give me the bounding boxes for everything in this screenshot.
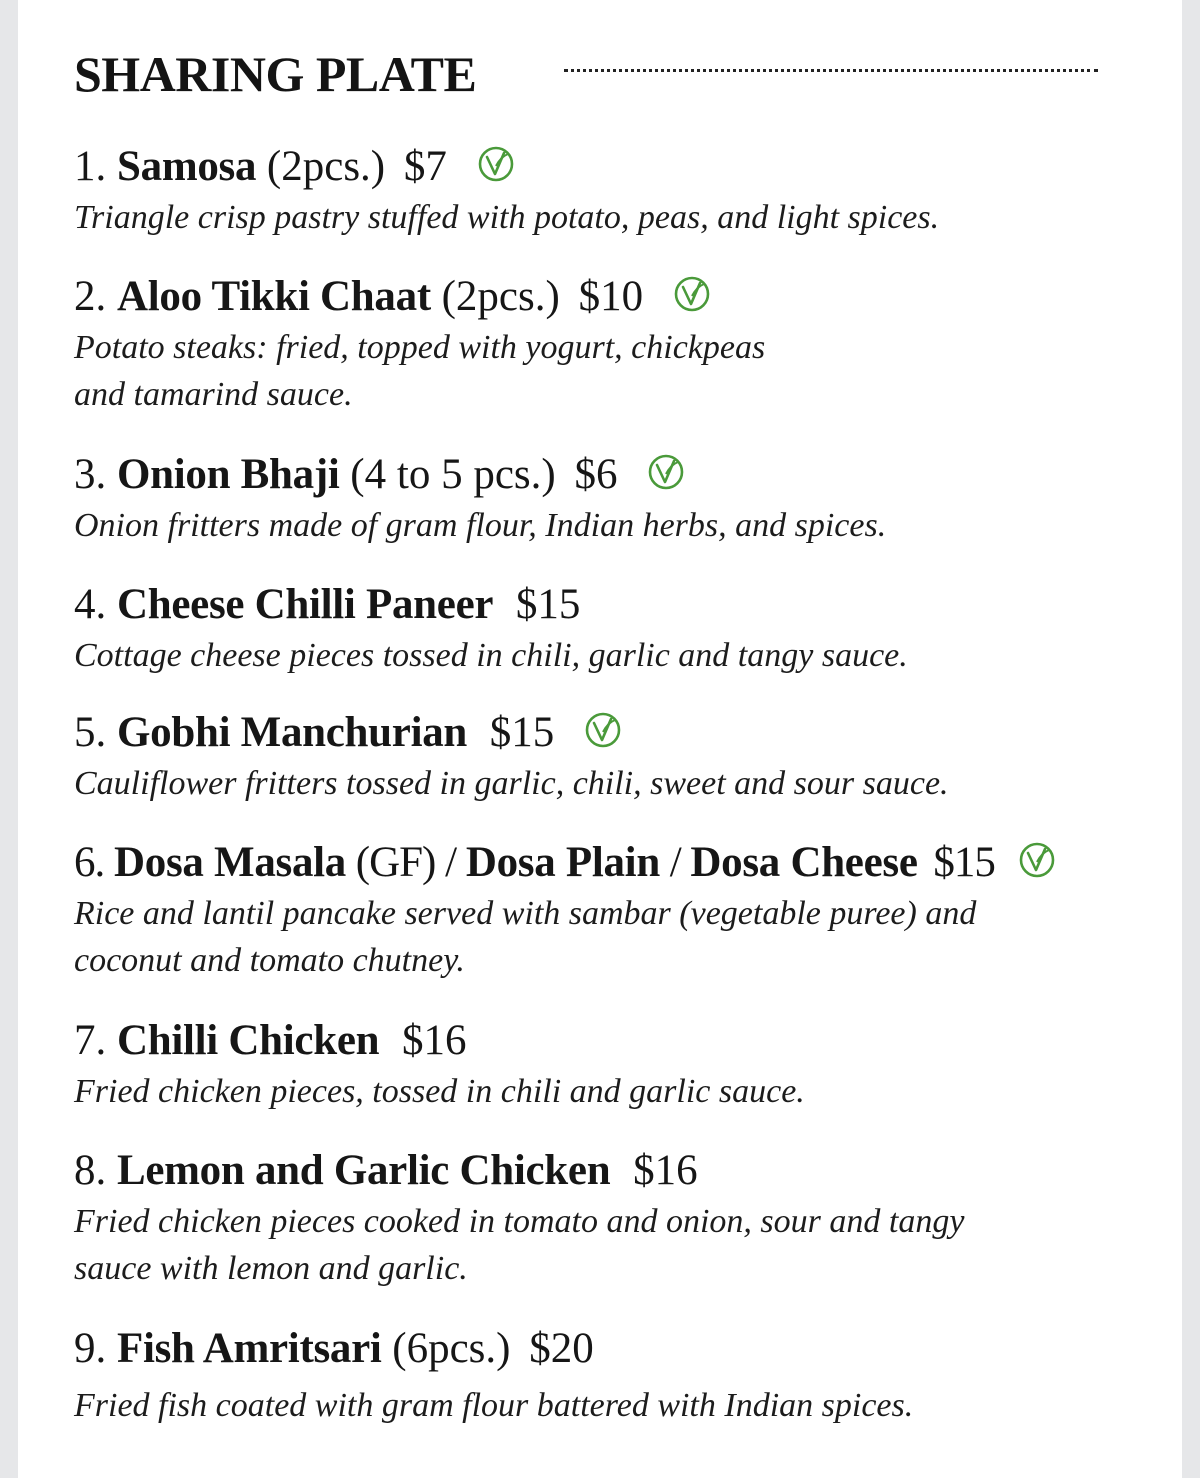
- item-description: [74, 1068, 1164, 1115]
- item-number: 5.: [74, 709, 107, 756]
- vegetarian-icon: [476, 144, 516, 184]
- dotted-leader: [564, 69, 1098, 72]
- description-line: sauce with lemon and garlic.: [74, 1250, 468, 1287]
- vegetarian-icon: [1017, 840, 1057, 880]
- item-name: Onion Bhaji: [117, 451, 340, 498]
- item-number: 9.: [74, 1325, 107, 1372]
- menu-item-dosa: [74, 838, 1164, 984]
- item-description: [74, 502, 1164, 549]
- item-description: [74, 890, 1164, 984]
- item-name: Cheese Chilli Paneer: [117, 581, 494, 628]
- menu-item-cheese-chilli-paneer: [74, 580, 1164, 679]
- description-line: Onion fritters made of gram flour, Indian herbs, and spices.: [74, 507, 887, 544]
- item-price: $15: [489, 709, 555, 756]
- item-price: $16: [633, 1147, 698, 1194]
- item-price: $7: [403, 143, 447, 190]
- vegetarian-icon: [646, 452, 686, 492]
- item-description: [74, 194, 1164, 241]
- item-quantity: (6pcs.): [392, 1325, 511, 1372]
- item-price: $16: [401, 1017, 467, 1064]
- description-line: Rice and lantil pancake served with sambar (vegetable puree) and: [74, 895, 977, 932]
- item-number: 7.: [74, 1017, 107, 1064]
- description-line: coconut and tomato chutney.: [74, 942, 465, 979]
- menu-item-heading: [74, 1016, 1164, 1066]
- menu-item-gobhi-manchurian: [74, 708, 1164, 807]
- menu-item-heading: [74, 580, 1164, 630]
- item-name-variant: Dosa Plain: [465, 839, 660, 886]
- description-line: Fried fish coated with gram flour battered with Indian spices.: [74, 1387, 914, 1424]
- menu-item-chilli-chicken: [74, 1016, 1164, 1115]
- item-price: $15: [515, 581, 581, 628]
- menu-item-fish-amritsari: [74, 1324, 1164, 1429]
- item-name: Aloo Tikki Chaat: [117, 273, 431, 320]
- menu-item-onion-bhaji: [74, 450, 1164, 549]
- item-price: $20: [529, 1325, 594, 1372]
- menu-item-heading: [74, 1324, 1164, 1374]
- item-number: 6.: [74, 839, 105, 886]
- item-description: [74, 1198, 1164, 1292]
- item-name-variant: Dosa Cheese: [690, 839, 918, 886]
- menu-item-heading: [74, 1146, 1164, 1196]
- vegetarian-icon: [583, 710, 623, 750]
- description-line: Cottage cheese pieces tossed in chili, garlic and tangy sauce.: [74, 637, 908, 674]
- description-line: Fried chicken pieces cooked in tomato and onion, sour and tangy: [74, 1203, 965, 1240]
- item-quantity: (4 to 5 pcs.): [350, 451, 556, 498]
- section-title: SHARING PLATE: [74, 46, 477, 102]
- vegetarian-icon: [672, 274, 712, 314]
- item-number: 4.: [74, 581, 107, 628]
- item-name: Lemon and Garlic Chicken: [117, 1147, 611, 1194]
- item-quantity: (2pcs.): [441, 273, 560, 320]
- menu-item-heading: [74, 272, 1164, 322]
- description-line: Triangle crisp pastry stuffed with potato, peas, and light spices.: [74, 199, 940, 236]
- item-variant-separator: (GF) /: [355, 839, 466, 886]
- item-price: $15: [933, 839, 995, 886]
- item-variant-separator: /: [659, 839, 691, 886]
- item-price: $10: [578, 273, 644, 320]
- item-number: 3.: [74, 451, 107, 498]
- menu-item-samosa: [74, 142, 1164, 241]
- item-number: 2.: [74, 273, 107, 320]
- menu-item-heading: [74, 838, 1164, 888]
- item-name: Chilli Chicken: [117, 1017, 380, 1064]
- menu-item-heading: [74, 142, 1164, 192]
- menu-item-lemon-garlic-chicken: [74, 1146, 1164, 1292]
- item-quantity: (2pcs.): [266, 143, 386, 190]
- item-description: [74, 1382, 1164, 1429]
- menu-item-aloo-tikki-chaat: [74, 272, 1164, 418]
- item-description: [74, 324, 1164, 418]
- item-price: $6: [574, 451, 618, 498]
- menu-page: [18, 0, 1182, 1478]
- item-name: Fish Amritsari: [117, 1325, 382, 1372]
- item-name: Gobhi Manchurian: [117, 709, 468, 756]
- description-line: and tamarind sauce.: [74, 376, 353, 413]
- menu-item-heading: [74, 450, 1164, 500]
- description-line: Fried chicken pieces, tossed in chili and garlic sauce.: [74, 1073, 805, 1110]
- item-description: [74, 632, 1164, 679]
- section-header: [74, 44, 1124, 104]
- description-line: Cauliflower fritters tossed in garlic, chili, sweet and sour sauce.: [74, 765, 949, 802]
- description-line: Potato steaks: fried, topped with yogurt, chickpeas: [74, 329, 766, 366]
- item-name: Dosa Masala: [114, 839, 347, 886]
- menu-item-heading: [74, 708, 1164, 758]
- item-number: 1.: [74, 143, 107, 190]
- item-number: 8.: [74, 1147, 107, 1194]
- item-description: [74, 760, 1164, 807]
- item-name: Samosa: [117, 143, 257, 190]
